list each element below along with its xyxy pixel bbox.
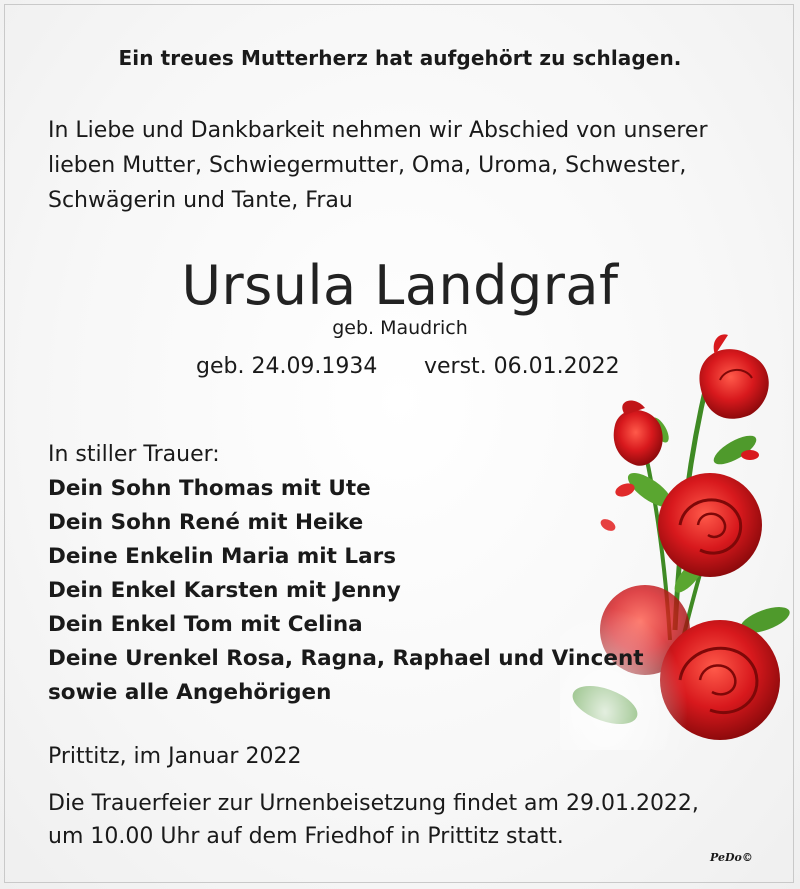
mourner-line-2: Dein Sohn René mit Heike (48, 510, 364, 535)
place-date: Prittitz, im Januar 2022 (48, 744, 302, 769)
mourner-line-6: Deine Urenkel Rosa, Ragna, Raphael und Vincent (48, 646, 644, 671)
mourner-line-3: Deine Enkelin Maria mit Lars (48, 544, 397, 569)
mourner-line-1: Dein Sohn Thomas mit Ute (48, 476, 371, 501)
headline: Ein treues Mutterherz hat aufgehört zu schlagen. (118, 46, 682, 70)
intro-line-1: In Liebe und Dankbarkeit nehmen wir Abschied von unserer (48, 118, 708, 143)
mourner-line-5: Dein Enkel Tom mit Celina (48, 612, 363, 637)
mourner-line-4: Dein Enkel Karsten mit Jenny (48, 578, 401, 603)
service-line-2: um 10.00 Uhr auf dem Friedhof in Prittitz statt. (48, 824, 564, 849)
intro-line-3: Schwägerin und Tante, Frau (48, 188, 353, 213)
birth-date: geb. 24.09.1934 (196, 354, 378, 379)
service-line-1: Die Trauerfeier zur Urnenbeisetzung findet am 29.01.2022, (48, 791, 699, 816)
intro-line-2: lieben Mutter, Schwiegermutter, Oma, Uroma, Schwester, (48, 153, 687, 178)
mourner-line-7: sowie alle Angehörigen (48, 680, 332, 705)
death-date: verst. 06.01.2022 (424, 354, 620, 379)
designer-signature: PeDo© (710, 851, 753, 864)
mourners-heading: In stiller Trauer: (48, 442, 220, 467)
red-roses-icon (560, 330, 800, 750)
birth-name: geb. Maudrich (332, 317, 468, 339)
deceased-name: Ursula Landgraf (181, 254, 619, 317)
